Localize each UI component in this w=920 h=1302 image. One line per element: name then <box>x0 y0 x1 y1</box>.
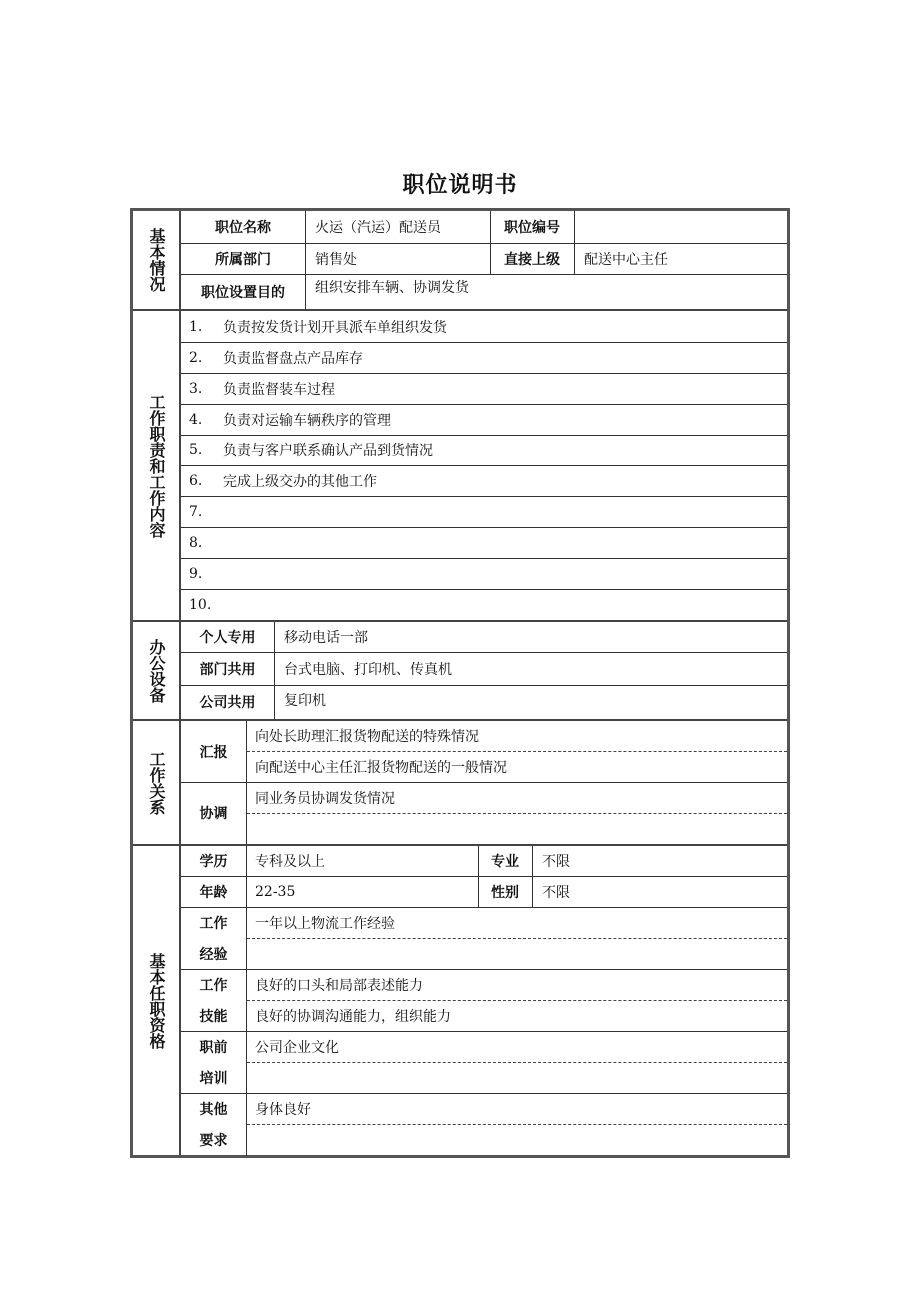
other-label: 要求 <box>199 1132 228 1149</box>
experience-label: 经验 <box>199 946 228 963</box>
training-label: 培训 <box>199 1070 228 1087</box>
other-label: 其他 <box>199 1101 228 1118</box>
position-code-label: 职位编号 <box>504 220 560 236</box>
training-label: 职前 <box>199 1039 228 1056</box>
superior-value: 配送中心主任 <box>584 251 668 268</box>
section-label-qualifications: 基本任职资格 <box>147 953 166 1049</box>
equipment-department-value: 台式电脑、打印机、传真机 <box>284 661 452 678</box>
skills-label: 工作 <box>199 977 228 994</box>
report-item: 向处长助理汇报货物配送的特殊情况 <box>255 729 479 745</box>
age-label: 年龄 <box>199 884 228 901</box>
equipment-personal-label: 个人专用 <box>199 630 256 646</box>
department-value: 销售处 <box>315 251 357 268</box>
duty-item: 6. 完成上级交办的其他工作 <box>189 472 377 490</box>
section-label-duties: 工作职责和工作内容 <box>147 393 166 538</box>
purpose-value: 组织安排车辆、协调发货 <box>315 280 469 296</box>
duty-item: 1. 负责按发货计划开具派车单组织发货 <box>189 318 447 336</box>
department-label: 所属部门 <box>215 251 271 268</box>
education-value: 专科及以上 <box>255 854 325 870</box>
coordinate-label: 协调 <box>199 806 228 822</box>
position-name-value: 火运（汽运）配送员 <box>315 220 441 236</box>
duty-item: 4. 负责对运输车辆秩序的管理 <box>189 411 391 429</box>
position-name-label: 职位名称 <box>215 220 271 236</box>
duty-item: 9. <box>189 565 203 582</box>
experience-label: 工作 <box>199 915 228 932</box>
training-value: 公司企业文化 <box>255 1039 339 1056</box>
skills-value: 良好的口头和局部表述能力 <box>255 977 423 994</box>
equipment-department-label: 部门共用 <box>199 661 256 678</box>
major-label: 专业 <box>491 854 519 870</box>
section-label-relations: 工作关系 <box>147 750 166 815</box>
section-label-equipment: 办公设备 <box>147 638 166 703</box>
skills-label: 技能 <box>199 1008 228 1025</box>
section-label-basic: 基本情况 <box>147 228 166 292</box>
coordinate-item: 同业务员协调发货情况 <box>255 790 395 807</box>
report-label: 汇报 <box>199 744 228 761</box>
duty-item: 8. <box>189 534 203 551</box>
duty-item: 5. 负责与客户联系确认产品到货情况 <box>189 442 433 459</box>
gender-value: 不限 <box>542 884 570 901</box>
duty-item: 7. <box>189 503 203 520</box>
gender-label: 性别 <box>491 884 519 901</box>
education-label: 学历 <box>199 854 228 870</box>
equipment-personal-value: 移动电话一部 <box>284 630 368 646</box>
skills-value: 良好的协调沟通能力，组织能力 <box>255 1008 451 1025</box>
duty-item: 3. 负责监督装车过程 <box>189 380 335 398</box>
purpose-label: 职位设置目的 <box>201 284 285 301</box>
duty-item: 2. 负责监督盘点产品库存 <box>189 349 363 367</box>
page-title: 职位说明书 <box>402 173 518 198</box>
experience-value: 一年以上物流工作经验 <box>255 915 395 932</box>
equipment-company-value: 复印机 <box>284 693 326 709</box>
age-value: 22-35 <box>255 883 296 900</box>
superior-label: 直接上级 <box>504 251 560 268</box>
report-item: 向配送中心主任汇报货物配送的一般情况 <box>255 759 507 776</box>
duty-item: 10. <box>189 596 212 613</box>
equipment-company-label: 公司共用 <box>199 695 256 711</box>
other-value: 身体良好 <box>255 1101 311 1118</box>
major-value: 不限 <box>542 854 570 870</box>
